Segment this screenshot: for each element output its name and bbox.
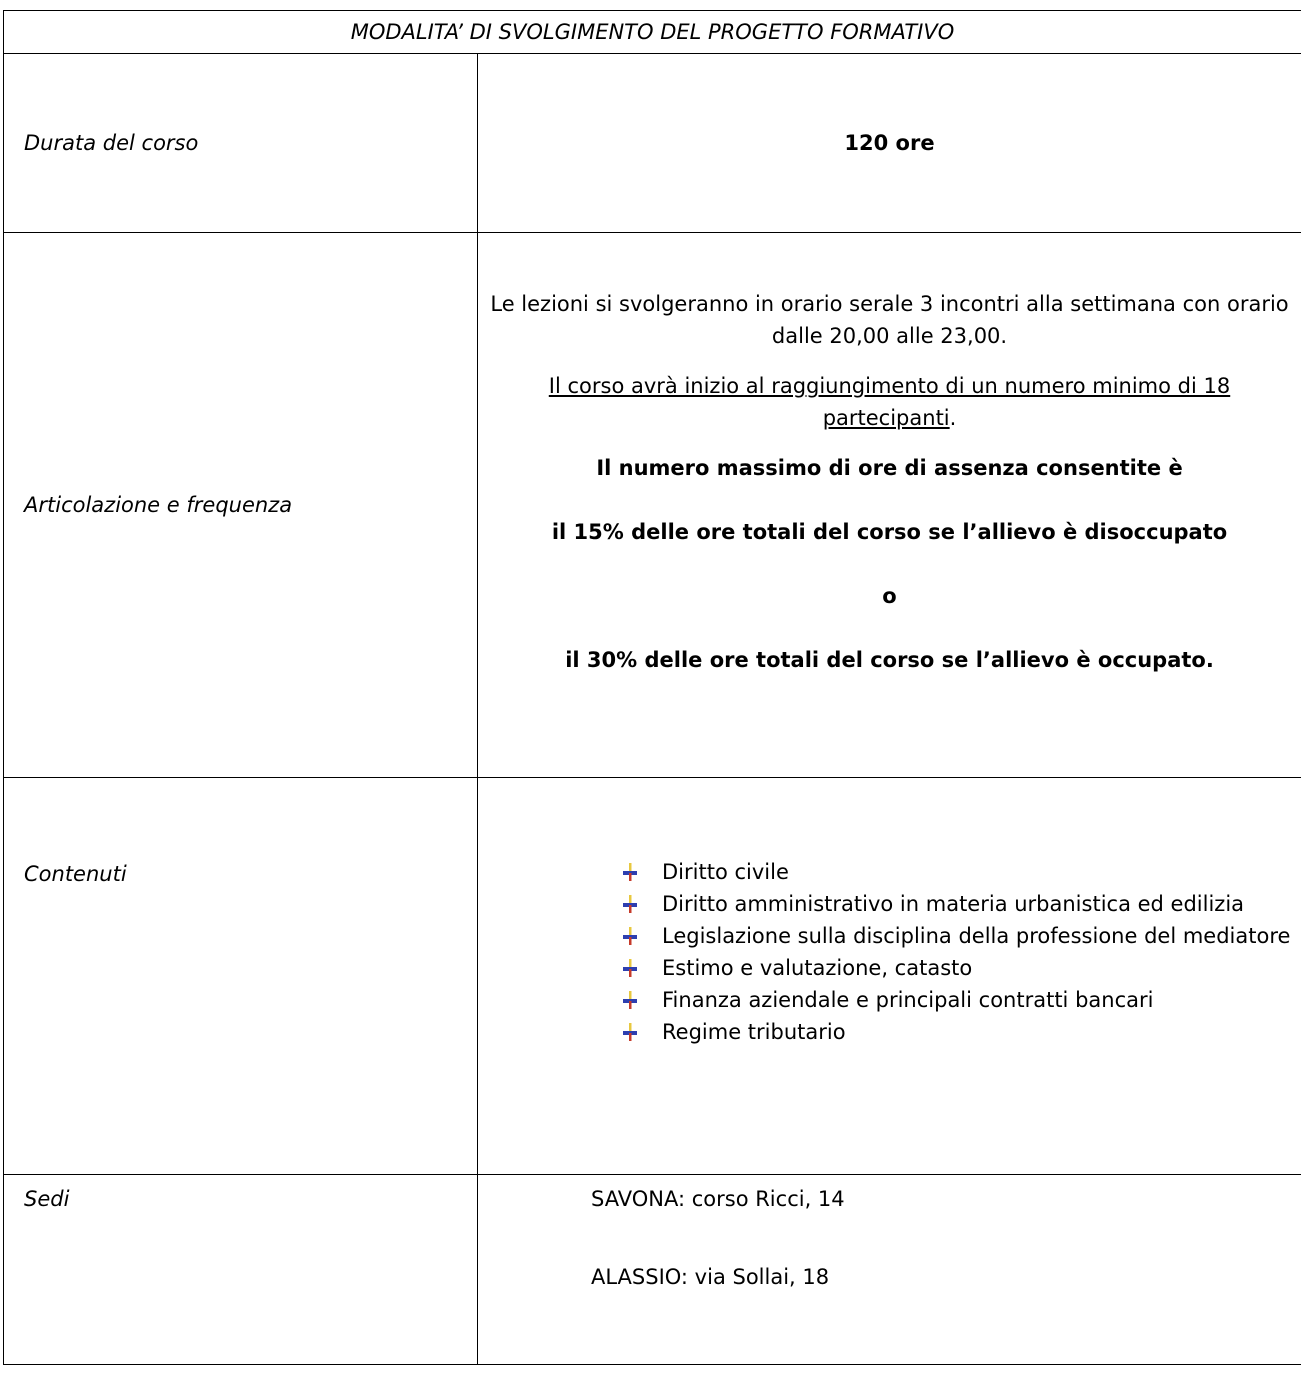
pushpin-bullet-icon — [620, 1022, 640, 1042]
list-item-text: Finanza aziendale e principali contratti bancari — [662, 988, 1154, 1012]
row-articolazione — [4, 233, 1301, 778]
absence-employed-text: il 30% delle ore totali del corso se l’allievo è occupato. — [565, 648, 1214, 672]
durata-label: Durata del corso — [4, 54, 478, 233]
list-item — [616, 920, 1301, 952]
contenuti-label: Contenuti — [4, 778, 478, 1175]
row-contenuti — [4, 778, 1301, 1175]
row-durata — [4, 54, 1301, 233]
articolazione-label: Articolazione e frequenza — [4, 233, 478, 778]
list-item-text: Diritto amministrativo in materia urbanistica ed edilizia — [662, 892, 1245, 916]
pushpin-bullet-icon — [620, 926, 640, 946]
row-sedi — [4, 1175, 1301, 1365]
sede-alassio: ALASSIO: via Sollai, 18 — [591, 1265, 830, 1289]
pushpin-bullet-icon — [620, 958, 640, 978]
sede-savona: SAVONA: corso Ricci, 14 — [591, 1187, 845, 1211]
sedi-value — [478, 1175, 1301, 1365]
course-details-table — [3, 10, 1301, 1365]
start-condition-underlined: Il corso avrà inizio al raggiungimento di un numero minimo di 18 partecipanti — [548, 374, 1231, 430]
absence-intro-text: Il numero massimo di ore di assenza consentite è — [596, 456, 1183, 480]
table-title: MODALITA’ DI SVOLGIMENTO DEL PROGETTO FORMATIVO — [4, 11, 1301, 54]
lesson-schedule-text: Le lezioni si svolgeranno in orario serale 3 incontri alla settimana con orario dalle 20,00 alle 23,00. — [490, 292, 1289, 348]
list-item — [616, 952, 1301, 984]
list-item — [616, 856, 1301, 888]
sedi-label: Sedi — [4, 1175, 478, 1365]
absence-or-text: o — [882, 584, 897, 608]
list-item — [616, 1016, 1301, 1048]
contenuti-value — [478, 778, 1301, 1175]
contenuti-list — [478, 856, 1301, 1048]
start-condition-period: . — [949, 406, 957, 430]
pushpin-bullet-icon — [620, 862, 640, 882]
pushpin-bullet-icon — [620, 990, 640, 1010]
durata-value: 120 ore — [478, 54, 1301, 233]
list-item — [616, 984, 1301, 1016]
list-item-text: Estimo e valutazione, catasto — [662, 956, 973, 980]
pushpin-bullet-icon — [620, 894, 640, 914]
list-item-text: Legislazione sulla disciplina della professione del mediatore — [662, 924, 1291, 948]
list-item-text: Regime tributario — [662, 1020, 846, 1044]
articolazione-value — [478, 233, 1301, 778]
start-condition-text — [488, 370, 1291, 434]
list-item-text: Diritto civile — [662, 860, 789, 884]
list-item — [616, 888, 1301, 920]
absence-unemployed-text: il 15% delle ore totali del corso se l’allievo è disoccupato — [551, 520, 1228, 544]
